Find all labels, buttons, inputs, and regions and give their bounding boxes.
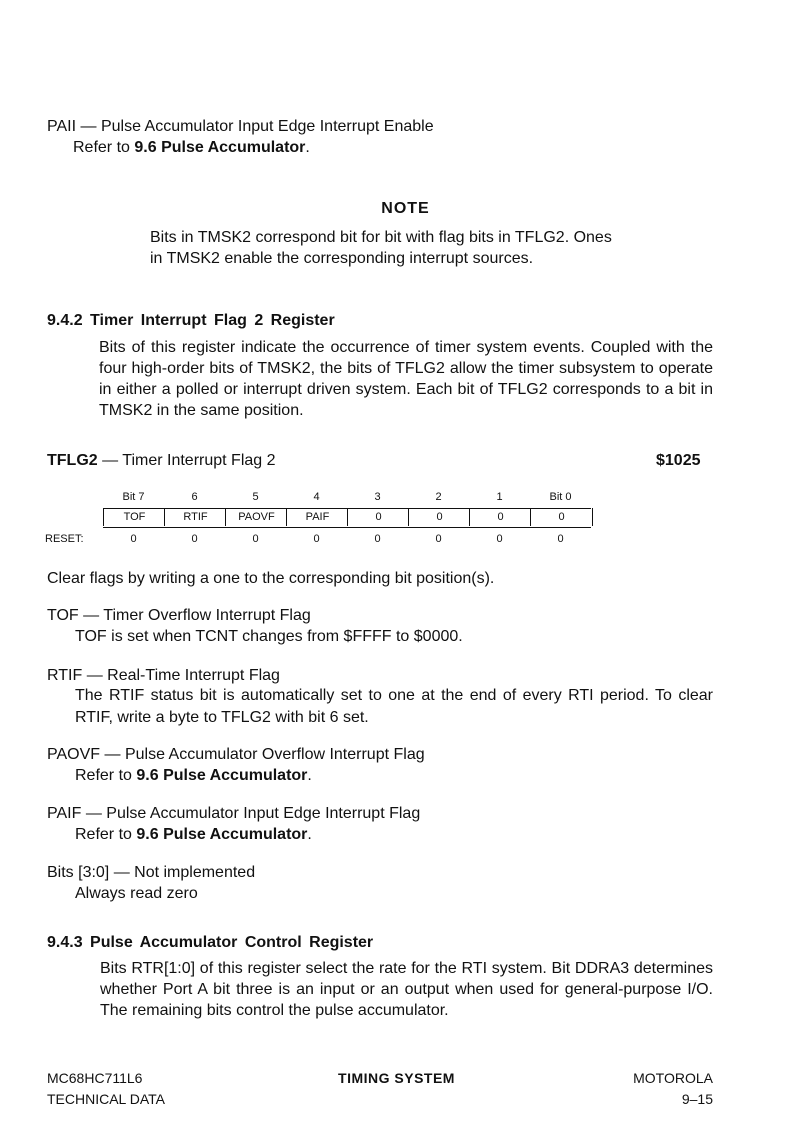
footer-page-number: 9–15 <box>681 1091 713 1107</box>
footer-doc-type: TECHNICAL DATA <box>47 1091 165 1107</box>
register-title-suffix: — Timer Interrupt Flag 2 <box>97 452 276 469</box>
bit-name-cell: 0 <box>469 508 531 526</box>
bit-name-cell: PAIF <box>286 508 348 526</box>
bit-number: 2 <box>435 491 442 503</box>
register-name: TFLG2 <box>47 452 98 469</box>
reset-value: 0 <box>374 533 381 545</box>
bits30-heading: Bits [3:0] — Not implemented <box>47 864 256 881</box>
bit-name-cell: TOF <box>103 508 165 526</box>
bit-number: 6 <box>191 491 198 503</box>
reset-value: 0 <box>435 533 442 545</box>
reset-value: 0 <box>191 533 198 545</box>
bit-number: Bit 0 <box>549 491 572 503</box>
note-line-1: Bits in TMSK2 correspond bit for bit with flag bits in TFLG2. Ones <box>150 229 612 246</box>
footer-company: MOTOROLA <box>633 1070 713 1086</box>
section-942-body: Bits of this register indicate the occurrence of timer system events. Coupled with the four high-order bits of TMSK2, the bits of TFLG2 allow the timer subsystem to operate in either a polled or interrupt driven system. Each bit of TFLG2 corresponds to a bit in TMSK2 in the same position. <box>99 339 713 419</box>
paovf-refer: Refer to 9.6 Pulse Accumulator. <box>75 767 312 784</box>
footer-chapter: TIMING SYSTEM <box>338 1070 455 1086</box>
reset-value: 0 <box>252 533 259 545</box>
section-943-body: Bits RTR[1:0] of this register select the rate for the RTI system. Bit DDRA3 determines whether Port A bit three is an input or an output when used for general-purpose I/O. The remaining bits control the pulse accumulator. <box>100 960 713 1019</box>
reset-value: 0 <box>130 533 137 545</box>
bit-number: Bit 7 <box>122 491 145 503</box>
register-address: $1025 <box>656 452 701 469</box>
bits30-desc: Always read zero <box>75 885 198 902</box>
bit-number: 3 <box>374 491 381 503</box>
bit-name-cell: 0 <box>408 508 470 526</box>
rtif-desc: The RTIF status bit is automatically set to one at the end of every RTI period. To clear RTIF, write a byte to TFLG2 with bit 6 set. <box>75 687 713 726</box>
bit-name-cell: 0 <box>530 508 593 526</box>
bit-name-row <box>103 508 591 528</box>
paif-refer: Refer to 9.6 Pulse Accumulator. <box>75 826 312 843</box>
paii-refer-link[interactable]: 9.6 Pulse Accumulator <box>134 139 306 156</box>
tof-desc: TOF is set when TCNT changes from $FFFF to $0000. <box>75 628 463 645</box>
bit-name-cell: RTIF <box>164 508 226 526</box>
paii-heading: PAII — Pulse Accumulator Input Edge Interrupt Enable <box>47 118 434 135</box>
reset-value: 0 <box>313 533 320 545</box>
clear-flags-text: Clear flags by writing a one to the corresponding bit position(s). <box>47 570 495 587</box>
bit-number: 1 <box>496 491 503 503</box>
bit-name-cell: 0 <box>347 508 409 526</box>
section-942-heading: 9.4.2 Timer Interrupt Flag 2 Register <box>47 312 335 329</box>
bit-name-cell: PAOVF <box>225 508 287 526</box>
section-943-heading: 9.4.3 Pulse Accumulator Control Register <box>47 934 374 951</box>
paif-heading: PAIF — Pulse Accumulator Input Edge Interrupt Flag <box>47 805 421 822</box>
rtif-heading: RTIF — Real-Time Interrupt Flag <box>47 667 280 684</box>
bit-number: 4 <box>313 491 320 503</box>
note-line-2: in TMSK2 enable the corresponding interrupt sources. <box>150 250 534 267</box>
reset-value: 0 <box>557 533 564 545</box>
reset-label: RESET: <box>45 533 84 545</box>
reset-value: 0 <box>496 533 503 545</box>
note-title: NOTE <box>381 200 430 217</box>
paovf-heading: PAOVF — Pulse Accumulator Overflow Interrupt Flag <box>47 746 425 763</box>
paovf-refer-link[interactable]: 9.6 Pulse Accumulator <box>136 767 308 784</box>
paif-refer-link[interactable]: 9.6 Pulse Accumulator <box>136 826 308 843</box>
tof-heading: TOF — Timer Overflow Interrupt Flag <box>47 607 311 624</box>
footer-doc-id: MC68HC711L6 <box>47 1070 143 1086</box>
register-title <box>47 451 276 471</box>
bit-number: 5 <box>252 491 259 503</box>
paii-refer: Refer to 9.6 Pulse Accumulator. <box>73 139 310 156</box>
